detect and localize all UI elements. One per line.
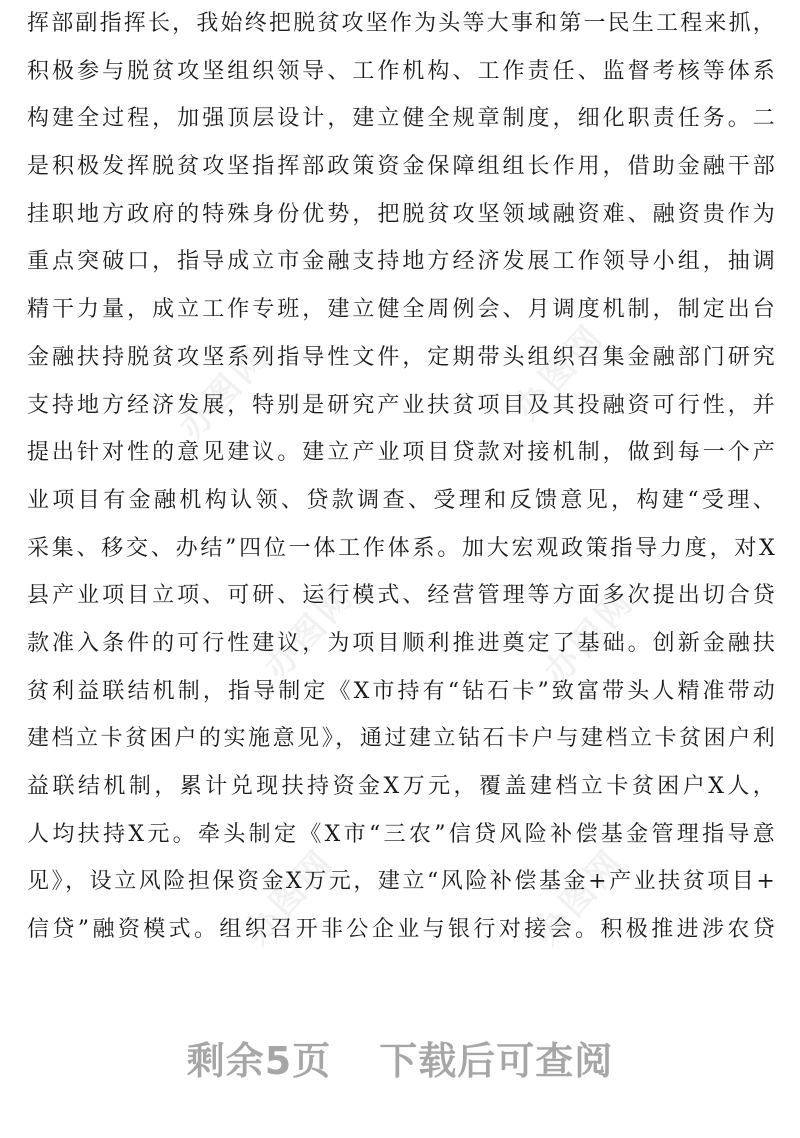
watermark: 办图网	[256, 576, 363, 688]
text-line: 重点突破口，指导成立市金融支持地方经济发展工作领导小组，抽调	[27, 249, 775, 275]
text-line: 精干力量，成立工作专班，建立健全周例会、月调度机制，制定出台	[27, 297, 775, 323]
text-line: 支持地方经济发展，特别是研究产业扶贫项目及其投融资可行性，并	[27, 392, 775, 418]
text-line: 构建全过程，加强顶层设计，建立健全规章制度，细化职责任务。二	[27, 106, 775, 132]
text-line: 见》，设立风险担保资金X万元，建立“风险补偿基金+产业扶贫项目+	[27, 869, 775, 895]
text-line: 挂职地方政府的特殊身份优势，把脱贫攻坚领域融资难、融资贵作为	[27, 201, 775, 227]
text-line: 建档立卡贫困户的实施意见》，通过建立钻石卡户与建档立卡贫困户利	[27, 726, 775, 752]
watermark: 办图网	[506, 316, 613, 428]
watermark: 办图网	[171, 336, 278, 448]
remaining-pages-label: 剩余5页	[186, 1039, 332, 1083]
download-to-view-label: 下载后可查阅	[379, 1039, 614, 1083]
text-line: 益联结机制，累计兑现扶持资金X万元，覆盖建档立卡贫困户X人，	[27, 774, 775, 799]
body-text	[27, 0, 775, 954]
watermark: 办图网	[536, 581, 643, 693]
text-line: 信贷”融资模式。组织召开非公企业与银行对接会。积极推进涉农贷	[27, 917, 775, 943]
watermark: 办图网	[526, 841, 633, 953]
text-line: 积极参与脱贫攻坚组织领导、工作机构、工作责任、监督考核等体系	[27, 58, 775, 84]
text-line: 采集、移交、办结”四位一体工作体系。加大宏观政策指导力度，对X	[27, 535, 775, 561]
text-line: 款准入条件的可行性建议，为项目顺利推进奠定了基础。创新金融扶	[27, 630, 775, 656]
text-line: 是积极发挥脱贫攻坚指挥部政策资金保障组组长作用，借助金融干部	[27, 154, 775, 180]
text-line: 业项目有金融机构认领、贷款调查、受理和反馈意见，构建“受理、	[27, 487, 775, 513]
text-line: 人均扶持X元。牵头制定《X市“三农”信贷风险补偿基金管理指导意	[27, 821, 775, 847]
text-line: 贫利益联结机制，指导制定《X市持有“钻石卡”致富带头人精准带动	[27, 678, 775, 704]
text-line: 县产业项目立项、可研、运行模式、经营管理等方面多次提出切合贷	[27, 583, 775, 609]
text-line: 金融扶持脱贫攻坚系列指导性文件，定期带头组织召集金融部门研究	[27, 344, 775, 370]
download-prompt-banner[interactable]	[0, 1030, 800, 1085]
text-line: 挥部副指挥长，我始终把脱贫攻坚作为头等大事和第一民生工程来抓，	[27, 11, 775, 36]
text-line: 提出针对性的意见建议。建立产业项目贷款对接机制，做到每一个产	[27, 440, 775, 466]
watermark: 办图网	[236, 841, 343, 953]
